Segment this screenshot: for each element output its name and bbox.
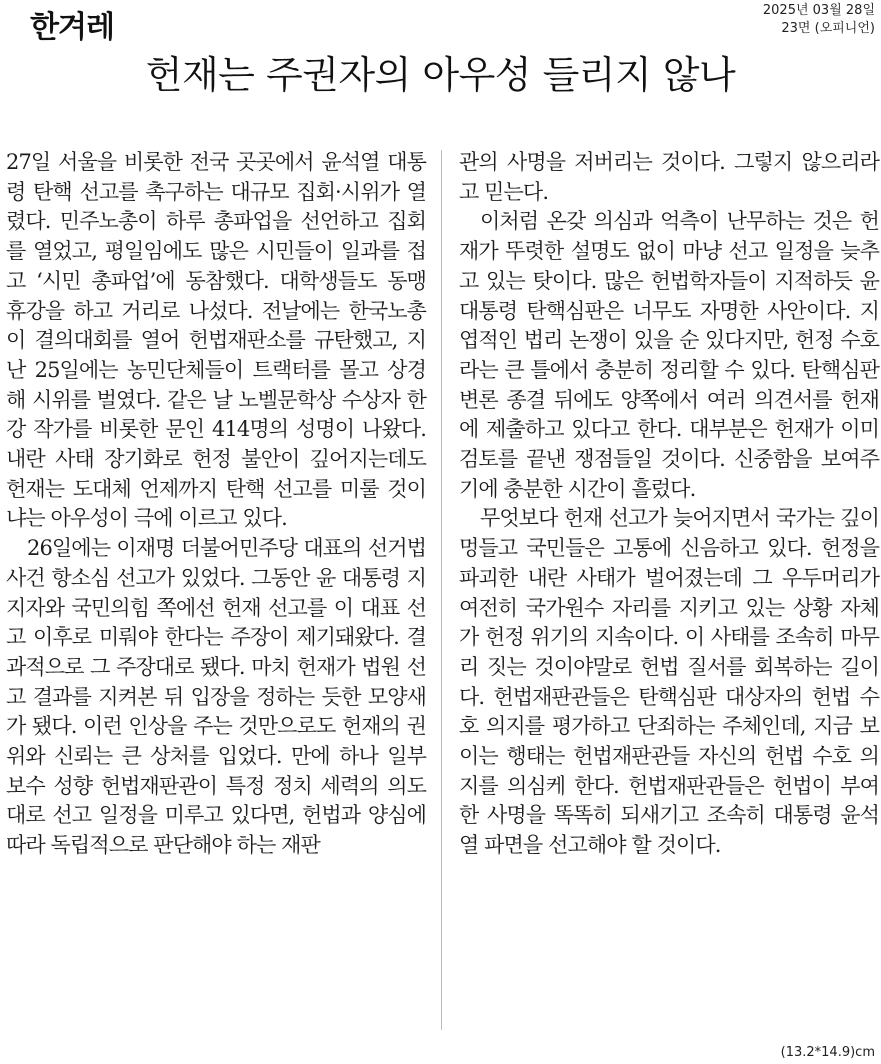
paragraph: 이처럼 온갖 의심과 억측이 난무하는 것은 헌재가 뚜렷한 설명도 없이 마냥 선고 일정을 늦추고 있는 탓이다. 많은 헌법학자들이 지적하듯 윤 대통령 탄핵심판은 너무도 자명한 사안이다. 지엽적인 법리 논쟁이 있을 순 있다지만, 헌정 수호라는 큰 틀에서 충분히 정리할 수 있다. 탄핵심판 변론 종결 뒤에도 양쪽에서 여러 의견서를 헌재에 제출하고 있다고 한다. 대부분은 헌재가 이미 검토를 끝낸 쟁점들일 것이다. 신중함을 보여주기에 충분한 시간이 흘렀다.: [459, 209, 880, 501]
paragraph: 26일에는 이재명 더불어민주당 대표의 선거법 사건 항소심 선고가 있었다. 그동안 윤 대통령 지지자와 국민의힘 쪽에선 헌재 선고를 이 대표 선고 이후로 미뤄야 한다는 주장이 제기돼왔다. 결과적으로 그 주장대로 됐다. 마치 헌재가 법원 선고 결과를 지켜본 뒤 입장을 정하는 듯한 모양새가 됐다. 이런 인상을 주는 것만으로도 헌재의 권위와 신뢰는 큰 상처를 입었다. 만에 하나 일부 보수 성향 헌법재판관이 특정 정치 세력의 의도대로 선고 일정을 미루고 있다면, 헌법과 양심에 따라 독립적으로 판단해야 하는 재판: [6, 536, 426, 858]
column-divider: [441, 150, 442, 1030]
page-section: 23면 (오피니언): [781, 21, 875, 36]
newspaper-logo: 한겨레: [30, 10, 114, 45]
paragraph: 27일 서울을 비롯한 전국 곳곳에서 윤석열 대통령 탄핵 선고를 촉구하는 대규모 집회·시위가 열렸다. 민주노총이 하루 총파업을 선언하고 집회를 열었고, 평일임에도 많은 시민들이 일과를 접고 ‘시민 총파업’에 동참했다. 대학생들도 동맹 휴강을 하고 거리로 나섰다. 전날에는 한국노총이 결의대회를 열어 헌법재판소를 규탄했고, 지난 25일에는 농민단체들이 트랙터를 몰고 상경해 시위를 벌였다. 같은 날 노벨문학상 수상자 한강 작가를 비롯한 문인 414명의 성명이 나왔다. 내란 사태 장기화로 헌정 불안이 깊어지는데도 헌재는 도대체 언제까지 탄핵 선고를 미룰 것이냐는 아우성이 극에 이르고 있다.: [6, 150, 426, 531]
publish-date: 2025년 03월 28일: [762, 3, 875, 18]
article-meta: [763, 2, 875, 38]
article-column-right: [459, 148, 879, 861]
paragraph: 무엇보다 헌재 선고가 늦어지면서 국가는 깊이 멍들고 국민들은 고통에 신음하고 있다. 헌정을 파괴한 내란 사태가 벌어졌는데 그 우두머리가 여전히 국가원수 자리를 지키고 있는 상황 자체가 헌정 위기의 지속이다. 이 사태를 조속히 마무리 짓는 것이야말로 헌법 질서를 회복하는 길이다. 헌법재판관들은 탄핵심판 대상자의 헌법 수호 의지를 평가하고 단죄하는 주체인데, 지금 보이는 행태는 헌법재판관들 자신의 헌법 수호 의지를 의심케 한다. 헌법재판관들은 헌법이 부여한 사명을 똑똑히 되새기고 조속히 대통령 윤석열 파면을 선고해야 할 것이다.: [459, 506, 879, 858]
article-column-left: [6, 148, 426, 861]
clipping-size-note: (13.2*14.9)cm: [780, 1045, 875, 1060]
paragraph: 관의 사명을 저버리는 것이다. 그렇지 않으리라고 믿는다.: [459, 150, 880, 204]
article-headline: 헌재는 주권자의 아우성 들리지 않나: [145, 53, 736, 97]
